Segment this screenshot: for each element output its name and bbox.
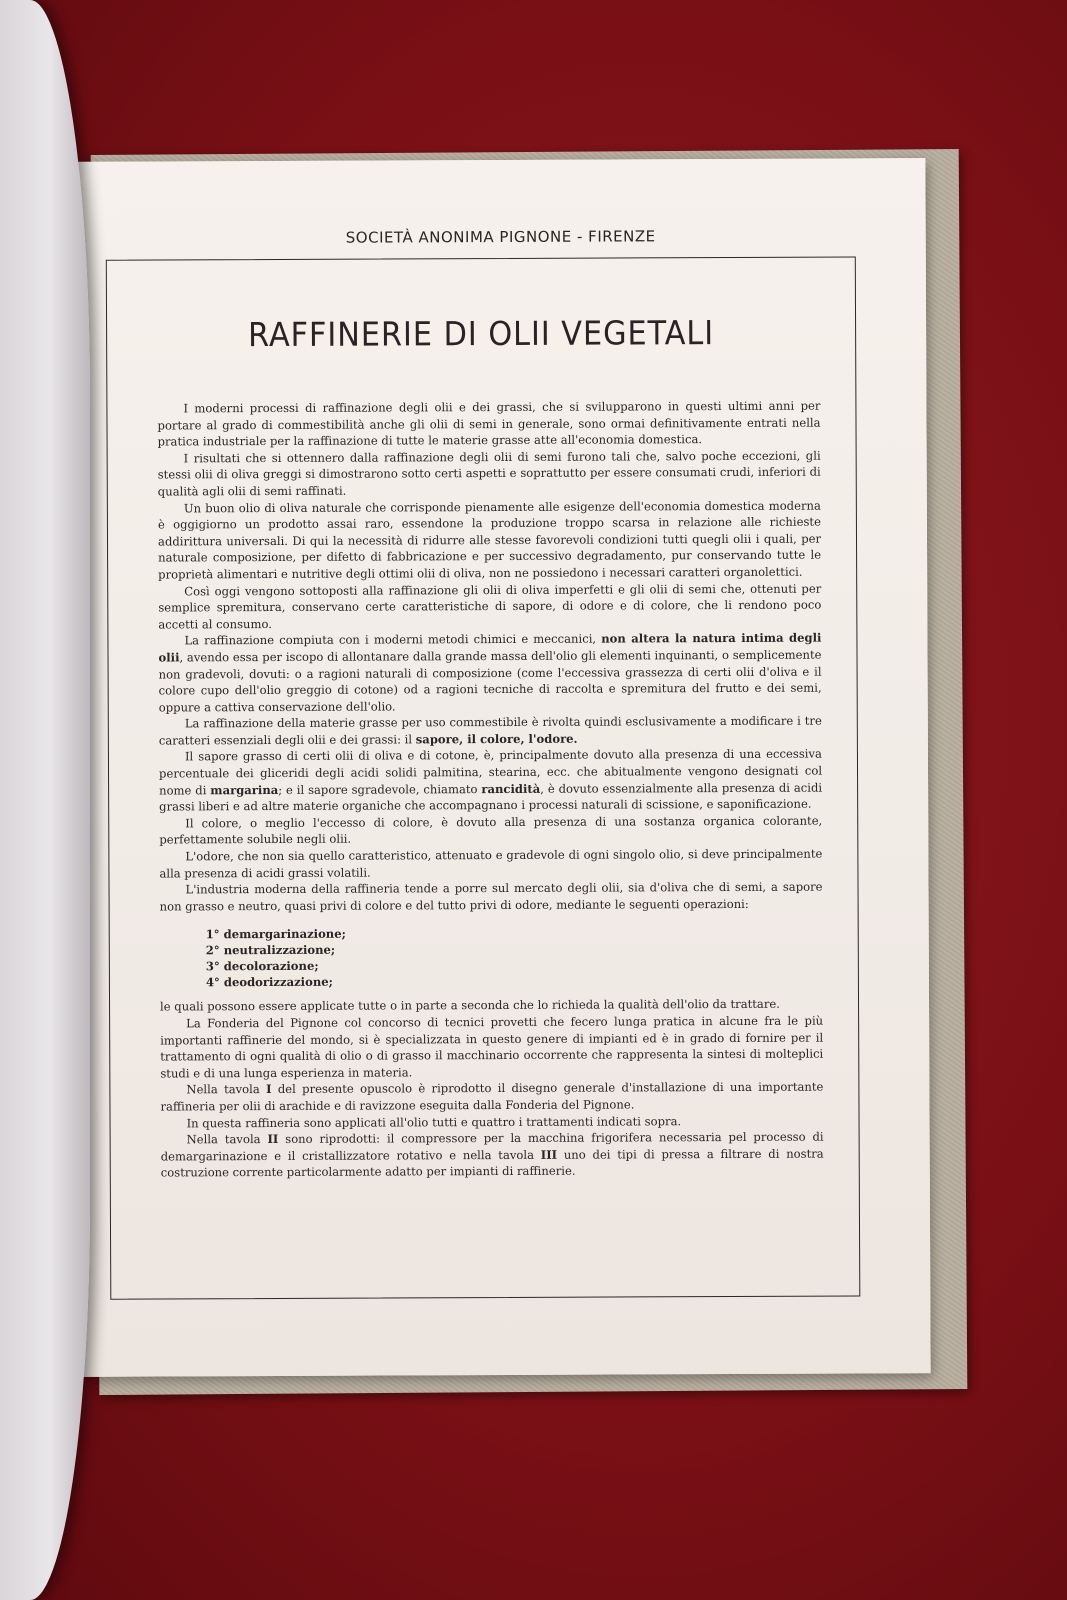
plate-ref: II	[267, 1132, 279, 1147]
paragraph: Così oggi vengono sottoposti alla raffinazione gli olii di oliva imperfetti e gli olii di semi che, ottenuti per semplice spremitura, conservano certe caratteristiche di sapore, di odore e di colore, che li rendono poco accetti al consumo.	[158, 581, 822, 632]
text-run: sono riprodotti: il compressore per la macchina frigorifera necessaria pel processo di demargarinazione e il cristallizzatore rotativo e nella tavola	[160, 1129, 824, 1164]
text-run: ; e il sapore sgradevole, chiamato	[278, 781, 482, 797]
paragraph: Un buon olio di oliva naturale che corrisponde pienamente alle esigenze dell'economia domestica moderna è oggigiorno un prodotto assai raro, essendone la produzione troppo scarsa in relazione alle richieste addirittura universali. Di qui la necessità di ridurre alle stesse favorevoli condizioni tutti quegli olii i quali, per naturale composizione, per difetto di fabbricazione e per successivo degradamento, pur conservando tutte le proprietà alimentari e nutritive degli ottimi olii di oliva, non ne possiedono i necessari caratteri organolettici.	[157, 498, 822, 582]
paragraph: L'industria moderna della raffineria tende a porre sul mercato degli olii, sia d'oliva che di semi, a sapore non grasso e neutro, quasi privi di colore e del tutto privi di odore, mediante le seguenti operazioni:	[159, 879, 823, 914]
paragraph	[159, 746, 822, 815]
bold-term: margarina	[210, 782, 279, 797]
paragraph: le quali possono essere applicate tutte o in parte a seconda che lo richieda la qualità dell'olio da trattare.	[160, 997, 780, 1014]
paragraph: La Fonderia del Pignone col concorso di tecnici provetti che fecero lunga pratica in alcune fra le più importanti raffinerie del mondo, si è specializzata in questo genere di impianti ed è in grado di fornire per il trattamento di ogni qualità di olio o di grasso il macchinario occorrente che rappresenta la sintesi di molteplici studi e di una lunga esperienza in materia.	[160, 1013, 824, 1081]
text-run: Nella tavola	[186, 1132, 268, 1147]
paragraph: I moderni processi di raffinazione degli olii e dei grassi, che si svilupparono in questi ultimi anni per portare al grado di commestibilità anche gli olii di semi in generale, sono ormai definitivamente entrati nella pratica industriale per la raffinazione di tutte le materie grasse atte all'economia domestica.	[157, 398, 821, 449]
folder-cover	[0, 0, 90, 1600]
paragraph	[158, 630, 821, 716]
text-run: La raffinazione della materie grasse per uso commestibile è rivolta quindi esclusivamente a modificare i tre caratteri essenziali degli olii e dei grassi: il	[158, 713, 822, 748]
operation-item: 3° decolorazione;	[205, 959, 319, 974]
text-run: La raffinazione compiuta con i moderni metodi chimici e meccanici,	[184, 631, 602, 648]
paragraph: In questa raffineria sono applicati all'olio tutti e quattro i trattamenti indicati sopra.	[186, 1113, 682, 1130]
document-title: RAFFINERIE DI OLII VEGETALI	[248, 313, 715, 355]
operation-item: 2° neutralizzazione;	[205, 943, 336, 958]
paragraph	[160, 1079, 823, 1115]
text-run: Nella tavola	[186, 1082, 267, 1097]
company-header: SOCIETÀ ANONIMA PIGNONE - FIRENZE	[345, 227, 656, 247]
text-run: Il sapore grasso di certi olii di oliva e di cotone, è, principalmente dovuto alla presenza di una eccessiva percentuale dei gliceridi degli acidi solidi palmitina, stearina, ecc. che abitualmente vengono designati col nome di	[158, 747, 823, 798]
bold-phrase: sapore, il colore, l'odore.	[415, 731, 578, 747]
document-body	[157, 398, 823, 1182]
operations-list	[206, 924, 823, 991]
text-run: , è dovuto essenzialmente alla presenza di acidi grassi liberi e ad altre materie organiche che accompagnano i processi naturali di scissione, e saponificazione.	[159, 780, 823, 814]
operation-item: 1° demargarinazione;	[205, 927, 346, 942]
paragraph	[159, 713, 822, 749]
plate-ref: III	[540, 1147, 558, 1162]
plate-ref: I	[266, 1082, 272, 1097]
paragraph	[161, 1129, 824, 1182]
document-page	[75, 158, 930, 1377]
text-run: , avendo essa per iscopo di allontanare dalla grande massa dell'olio gli elementi inquinanti, o semplicemente non gradevoli, dovuti: o a ragioni naturali di composizione (come l'eccessiva grassezza di certi olii d'oliva e il colore cupo dell'olio greggio di cotone) od a ragioni tecniche di raccolta e spremitura del frutto e dei semi, oppure a cattiva conservazione dell'olio.	[158, 647, 822, 715]
bold-phrase: non altera la natura intima degli olii	[158, 630, 822, 665]
page-frame	[106, 256, 861, 1299]
operation-item: 4° deodorizzazione;	[205, 975, 333, 990]
paragraph: L'odore, che non sia quello caratteristico, attenuato e gradevole di ogni singolo olio, si deve principalmente alla presenza di acidi grassi volatili.	[159, 846, 823, 881]
paragraph: Il colore, o meglio l'eccesso di colore, è dovuto alla presenza di una sostanza organica colorante, perfettamente solubile negli olii.	[159, 813, 823, 847]
paragraph: I risultati che si ottennero dalla raffinazione degli olii di semi furono tali che, salvo poche eccezioni, gli stessi olii di oliva greggi si dimostrarono sotto certi aspetti e soprattutto per essere consumati crudi, inferiori di qualità agli olii di semi raffinati.	[157, 448, 821, 499]
bold-term: rancidità	[481, 781, 541, 796]
text-run: uno dei tipi di pressa a filtrare di nostra costruzione corrente particolarmente adatto per impianti di raffinerie.	[160, 1146, 824, 1180]
text-run: del presente opuscolo è riprodotto il disegno generale d'installazione di una importante raffineria per olii di arachide e di ravizzone eseguita dalla Fonderia del Pignone.	[160, 1079, 824, 1114]
